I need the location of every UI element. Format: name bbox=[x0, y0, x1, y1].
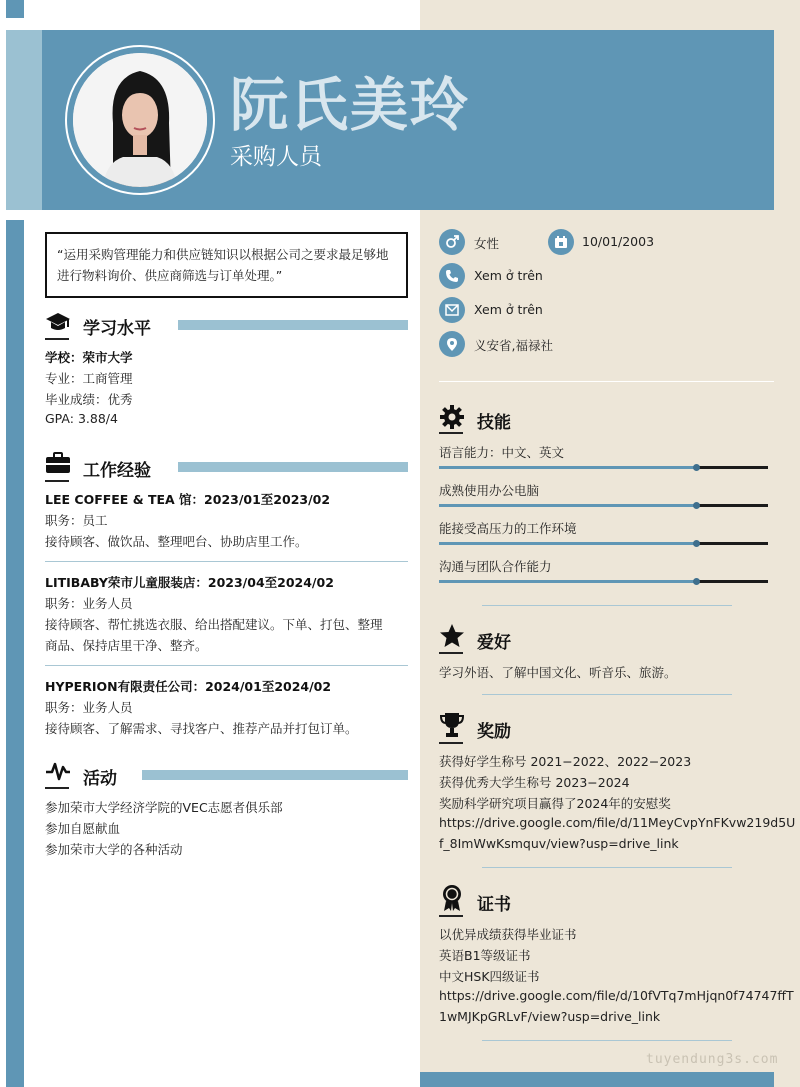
education-gpa: GPA: 3.88/4 bbox=[45, 411, 118, 426]
awards-title: 奖励 bbox=[477, 722, 511, 742]
phone-text: Xem ở trên bbox=[474, 268, 543, 283]
section-divider bbox=[482, 694, 732, 695]
gender-text: 女性 bbox=[474, 236, 500, 251]
avatar bbox=[73, 53, 207, 187]
header-accent bbox=[6, 30, 42, 210]
job-role: 职务：业务人员 bbox=[45, 700, 133, 715]
certificate-item: 英语B1等级证书 bbox=[439, 948, 531, 963]
skill-bar-fill bbox=[439, 542, 696, 545]
award-item: 奖励科学研究项目赢得了2024年的安慰奖 bbox=[439, 796, 671, 811]
experience-title: 工作经验 bbox=[83, 461, 151, 481]
skill-bar-marker bbox=[693, 540, 700, 547]
job-description: 接待顾客、了解需求、寻找客户、推荐产品并打包订单。 bbox=[45, 721, 358, 736]
skill-bar bbox=[439, 466, 768, 469]
certificate-link[interactable]: 1wMJKpGRLvF/view?usp=drive_link bbox=[439, 1009, 661, 1024]
certificate-item: 以优异成绩获得毕业证书 bbox=[439, 927, 577, 942]
certificate-link[interactable]: https://drive.google.com/file/d/10fVTq7mHjqn0f74747ffT bbox=[439, 988, 794, 1003]
section-bar bbox=[142, 770, 408, 780]
section-divider bbox=[482, 1040, 732, 1041]
skill-label: 成熟使用办公电脑 bbox=[439, 483, 540, 498]
section-underline bbox=[45, 338, 69, 340]
hobbies-title: 爱好 bbox=[477, 633, 511, 653]
email-text: Xem ở trên bbox=[474, 302, 543, 317]
activity-pulse-icon bbox=[45, 760, 71, 782]
section-underline bbox=[439, 652, 463, 654]
section-underline bbox=[439, 915, 463, 917]
job-description: 接待顾客、帮忙挑选衣服、给出搭配建议。下单、打包、整理 bbox=[45, 617, 383, 632]
section-underline bbox=[45, 787, 69, 789]
job-description: 商品、保持店里干净、整齐。 bbox=[45, 638, 208, 653]
bottom-bar-decoration bbox=[420, 1072, 774, 1087]
education-title: 学习水平 bbox=[83, 319, 151, 339]
section-underline bbox=[439, 432, 463, 434]
activities-title: 活动 bbox=[83, 769, 117, 789]
award-link[interactable]: f_8ImWwKsmquv/view?usp=drive_link bbox=[439, 836, 679, 851]
briefcase-icon bbox=[45, 452, 71, 474]
skill-bar bbox=[439, 580, 768, 583]
activity-item: 参加荣市大学的各种活动 bbox=[45, 842, 183, 857]
email-icon bbox=[439, 297, 465, 323]
education-school: 学校：荣市大学 bbox=[45, 350, 133, 365]
skill-bar-fill bbox=[439, 466, 696, 469]
gender-icon bbox=[439, 229, 465, 255]
skill-bar-fill bbox=[439, 580, 696, 583]
certificate-medal-icon bbox=[439, 884, 465, 912]
job-role: 职务：业务人员 bbox=[45, 596, 133, 611]
star-icon bbox=[439, 623, 465, 649]
gear-icon bbox=[439, 404, 465, 430]
activity-item: 参加荣市大学经济学院的VEC志愿者俱乐部 bbox=[45, 800, 283, 815]
skill-bar bbox=[439, 542, 768, 545]
job-description: 接待顾客、做饮品、整理吧台、协助店里工作。 bbox=[45, 534, 308, 549]
watermark: tuyendung3s.com bbox=[646, 1052, 779, 1067]
corner-decoration bbox=[6, 0, 24, 18]
activity-item: 参加自愿献血 bbox=[45, 821, 121, 836]
job-heading: LITIBABY荣市儿童服装店：2023/04至2024/02 bbox=[45, 575, 334, 590]
contact-divider bbox=[439, 381, 774, 382]
award-link[interactable]: https://drive.google.com/file/d/11MeyCvpYnFKvw219d5U bbox=[439, 815, 796, 830]
job-heading: LEE COFFEE & TEA 馆：2023/01至2023/02 bbox=[45, 492, 331, 507]
section-underline bbox=[439, 742, 463, 744]
trophy-icon bbox=[439, 711, 465, 739]
phone-icon bbox=[439, 263, 465, 289]
address-text: 义安省,福禄社 bbox=[474, 338, 553, 353]
skill-bar-marker bbox=[693, 578, 700, 585]
job-heading: HYPERION有限责任公司：2024/01至2024/02 bbox=[45, 679, 332, 694]
education-major: 专业：工商管理 bbox=[45, 371, 133, 386]
award-item: 获得好学生称号 2021−2022、2022−2023 bbox=[439, 754, 692, 769]
education-grade: 毕业成绩：优秀 bbox=[45, 392, 133, 407]
skills-title: 技能 bbox=[477, 413, 511, 433]
skill-label: 语言能力：中文、英文 bbox=[439, 445, 565, 460]
job-divider bbox=[45, 561, 408, 562]
certificate-item: 中文HSK四级证书 bbox=[439, 969, 540, 984]
job-role: 职务：员工 bbox=[45, 513, 108, 528]
job-divider bbox=[45, 665, 408, 666]
award-item: 获得优秀大学生称号 2023−2024 bbox=[439, 775, 630, 790]
skill-bar-marker bbox=[693, 464, 700, 471]
left-stripe-decoration bbox=[6, 220, 24, 1087]
location-pin-icon bbox=[439, 331, 465, 357]
skill-bar-marker bbox=[693, 502, 700, 509]
objective-box: “运用采购管理能力和供应链知识以根据公司之要求最足够地进行物料询价、供应商筛选与订单处理。” bbox=[45, 232, 408, 298]
job-title: 采购人员 bbox=[230, 144, 322, 170]
skill-bar-fill bbox=[439, 504, 696, 507]
section-bar bbox=[178, 462, 408, 472]
hobbies-text: 学习外语、了解中国文化、听音乐、旅游。 bbox=[439, 665, 677, 680]
birthday-text: 10/01/2003 bbox=[582, 234, 655, 249]
candidate-name: 阮氏美玲 bbox=[230, 71, 471, 139]
certificates-title: 证书 bbox=[477, 895, 511, 915]
skill-bar bbox=[439, 504, 768, 507]
section-bar bbox=[178, 320, 408, 330]
calendar-icon bbox=[548, 229, 574, 255]
section-underline bbox=[45, 480, 69, 482]
skill-label: 沟通与团队合作能力 bbox=[439, 559, 552, 574]
skill-label: 能接受高压力的工作环境 bbox=[439, 521, 577, 536]
graduation-cap-icon bbox=[45, 311, 71, 333]
section-divider bbox=[482, 867, 732, 868]
section-divider bbox=[482, 605, 732, 606]
